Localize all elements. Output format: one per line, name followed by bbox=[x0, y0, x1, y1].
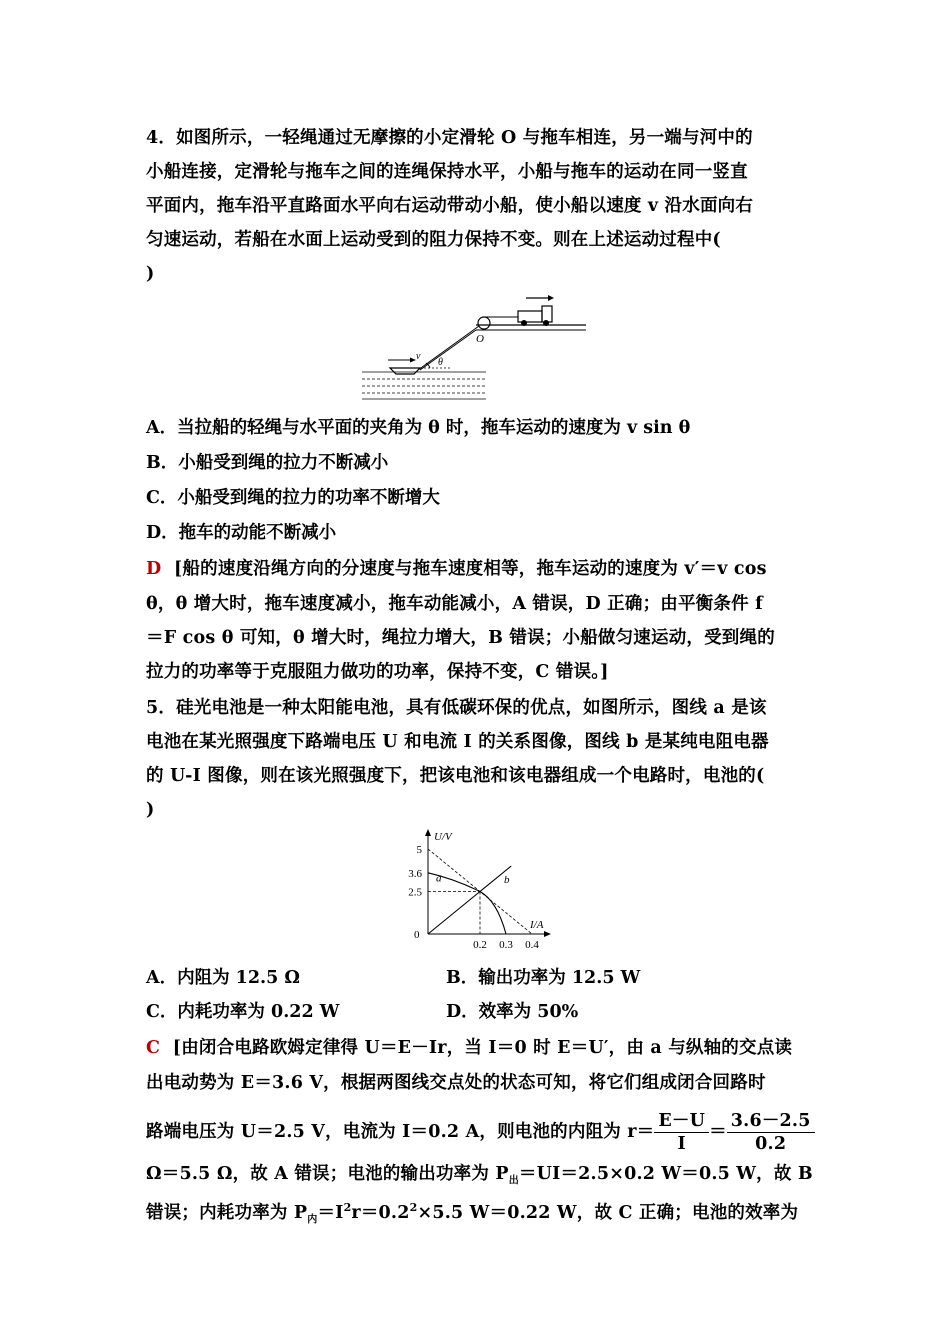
q5-explanation-line-2: 出电动势为 E＝3.6 V，根据两图线交点处的状态可知，将它们组成闭合回路时 bbox=[146, 1073, 766, 1093]
q4-pulley-figure bbox=[358, 292, 588, 402]
q4-explanation-line-2: θ，θ 增大时，拖车速度减小，拖车动能减小，A 错误，D 正确；由平衡条件 f bbox=[146, 594, 763, 614]
q5-explanation-text: 错误；内耗功率为 P bbox=[146, 1202, 308, 1223]
pulley-icon bbox=[478, 317, 490, 329]
q4-explanation-line-3: ＝F cos θ 可知，θ 增大时，绳拉力增大，B 错误；小船做匀速运动，受到绳的 bbox=[146, 628, 775, 648]
truck-wheel-icon bbox=[521, 320, 527, 326]
truck-wheel-icon bbox=[543, 320, 549, 326]
q4-answer: D bbox=[146, 559, 162, 579]
q4-line-5: ) bbox=[146, 264, 155, 284]
q5-explanation-text: ＝I bbox=[317, 1202, 344, 1223]
q5-line-3: 的 U-I 图像，则在该光照强度下，把该电池和该电器组成一个电路时，电池的( bbox=[146, 766, 765, 786]
q5-ui-chart bbox=[390, 824, 560, 954]
subscript: 出 bbox=[508, 1175, 519, 1187]
truck-icon bbox=[518, 311, 542, 322]
q5-explanation-text: ×5.5 W＝0.22 W，故 C 正确；电池的效率为 bbox=[417, 1202, 799, 1223]
q4-line-4: 匀速运动，若船在水面上运动受到的阻力保持不变。则在上述运动过程中( bbox=[146, 230, 721, 250]
x-tick-label: 0.4 bbox=[525, 939, 539, 951]
q4-option-b: B．小船受到绳的拉力不断减小 bbox=[146, 453, 389, 473]
q4-line-2: 小船连接，定滑轮与拖车之间的连绳保持水平，小船与拖车的运动在同一竖直 bbox=[146, 162, 748, 182]
fraction-values bbox=[727, 1110, 815, 1155]
q5-explanation-line-3: 路端电压为 U＝2.5 V，电流为 I＝0.2 A，则电池的内阻为 r＝ $\frac{E-U}{I}$ ＝ $\frac{3.6-2.5}{0.2}$ bbox=[146, 1110, 808, 1155]
truck-cab-icon bbox=[542, 306, 552, 322]
subscript: 内 bbox=[307, 1214, 318, 1226]
boat-icon bbox=[390, 368, 420, 374]
q5-explanation-line-5 bbox=[146, 1194, 808, 1234]
q5-line-2: 电池在某光照强度下路端电压 U 和电流 I 的关系图像，图线 b 是某纯电阻电器 bbox=[146, 732, 769, 752]
y-tick-label: 5 bbox=[416, 844, 422, 856]
q5-option-a: A．内阻为 12.5 Ω bbox=[146, 968, 300, 988]
superscript: 2 bbox=[409, 1201, 418, 1214]
q5-explanation-text: Ω＝5.5 Ω，故 A 错误；电池的输出功率为 P bbox=[146, 1164, 509, 1184]
q4-line-3: 平面内，拖车沿平直路面水平向右运动带动小船，使小船以速度 v 沿水面向右 bbox=[146, 196, 754, 216]
fraction-formula bbox=[654, 1110, 709, 1155]
y-axis-arrow-icon bbox=[425, 829, 431, 836]
chart-series bbox=[428, 849, 532, 934]
q5-option-c: C．内耗功率为 0.22 W bbox=[146, 1002, 340, 1022]
q5-explanation-text: r＝0.2 bbox=[351, 1202, 410, 1223]
arrow-head-icon bbox=[548, 295, 554, 301]
q4-explanation-line-1 bbox=[146, 555, 808, 583]
fraction-numerator: E－U bbox=[654, 1110, 709, 1133]
q5-explanation-text: 路端电压为 U＝2.5 V，电流为 I＝0.2 A，则电池的内阻为 r＝ bbox=[146, 1122, 655, 1142]
q5-explanation-text: ＝UI＝2.5×0.2 W＝0.5 W，故 B bbox=[518, 1164, 813, 1184]
y-tick-label: 3.6 bbox=[408, 867, 422, 880]
q5-line-4: ) bbox=[146, 800, 155, 820]
series-b-label: b bbox=[504, 874, 510, 886]
q5-answer: C bbox=[146, 1038, 161, 1058]
y-tick-label: 2.5 bbox=[408, 886, 422, 899]
x-tick-label: 0.2 bbox=[473, 939, 487, 951]
superscript: 2 bbox=[343, 1201, 352, 1214]
fraction-numerator: 3.6－2.5 bbox=[727, 1110, 815, 1133]
q4-explanation-line-4: 拉力的功率等于克服阻力做功的功率，保持不变，C 错误。] bbox=[146, 662, 609, 682]
q5-explanation-line-1 bbox=[146, 1034, 808, 1062]
q5-option-d: D．效率为 50% bbox=[446, 1002, 579, 1022]
pulley-label: O bbox=[476, 333, 484, 345]
angle-label: θ bbox=[438, 357, 443, 368]
x-axis-label: I/A bbox=[530, 919, 544, 931]
q5-explanation-text: [由闭合电路欧姆定律得 U＝E－Ir，当 I＝0 时 E＝U′，由 a 与纵轴的交点读 bbox=[172, 1038, 793, 1058]
velocity-label: v bbox=[416, 351, 421, 362]
x-tick-label: 0.3 bbox=[499, 939, 513, 951]
q5-line-1: 5．硅光电池是一种太阳能电池，具有低碳环保的优点，如图所示，图线 a 是该 bbox=[146, 698, 767, 718]
q4-option-a: A．当拉船的轻绳与水平面的夹角为 θ 时，拖车运动的速度为 v sin θ bbox=[146, 418, 691, 438]
q4-line-1: 4．如图所示，一轻绳通过无摩擦的小定滑轮 O 与拖车相连，另一端与河中的 bbox=[146, 128, 753, 148]
q4-option-c: C．小船受到绳的拉力的功率不断增大 bbox=[146, 488, 440, 508]
fraction-denominator: I bbox=[677, 1134, 686, 1154]
series-a-label: a bbox=[436, 872, 442, 885]
q4-explanation-text: [船的速度沿绳方向的分速度与拖车速度相等，拖车运动的速度为 v′＝v cos bbox=[173, 559, 767, 579]
q5-explanation-line-4 bbox=[146, 1160, 813, 1196]
bank-slope bbox=[420, 330, 476, 370]
fraction-denominator: 0.2 bbox=[755, 1134, 787, 1154]
q5-option-b: B．输出功率为 12.5 W bbox=[446, 968, 641, 988]
origin-label: 0 bbox=[414, 929, 420, 941]
q4-option-d: D．拖车的动能不断减小 bbox=[146, 523, 337, 543]
y-axis-label: U/V bbox=[434, 831, 452, 843]
x-axis-arrow-icon bbox=[544, 931, 551, 937]
